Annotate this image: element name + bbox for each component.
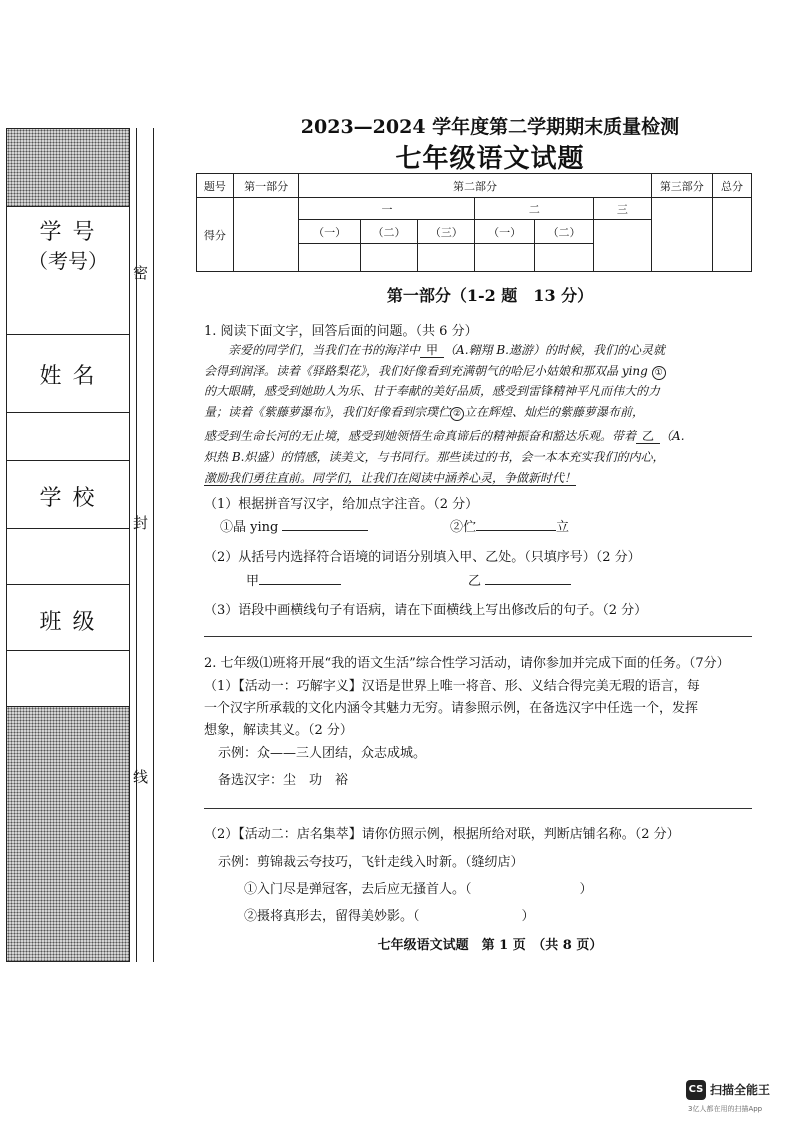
q1-p4a: 量；读着《紫藤萝瀑布》，我们好像看到宗璞伫 bbox=[204, 405, 451, 419]
blank-jia: 甲 bbox=[420, 343, 444, 358]
paren-close-1: ） bbox=[579, 882, 593, 897]
q1-passage-line3: 的大眼睛，感受到她助人为乐、甘于奉献的美好品质，感受到雷锋精神平凡而伟大的力 bbox=[204, 384, 661, 398]
student-id-label: 学 号 bbox=[39, 220, 97, 245]
exam-number-label: （考号） bbox=[28, 249, 108, 273]
q1-passage-line2 bbox=[204, 362, 752, 380]
school-cell bbox=[7, 461, 129, 529]
q2-a2-item1-text: ①入门尽是弹冠客，去后应无搔首人。（ bbox=[244, 882, 472, 897]
q1-stem: 1. 阅读下面文字，回答后面的问题。（共 6 分） bbox=[204, 324, 478, 339]
class-label: 班 级 bbox=[39, 610, 97, 635]
q1-sub1-b bbox=[450, 516, 569, 535]
q1-sub1-a-label: ①晶 ying bbox=[220, 520, 279, 535]
score-part3-cell[interactable] bbox=[651, 198, 712, 272]
q2-a1-line3: 想象，解读其义。（2 分） bbox=[204, 723, 353, 738]
score-cell-5[interactable] bbox=[534, 244, 593, 272]
q1-passage-line7 bbox=[204, 469, 752, 486]
sub-one-2: （二） bbox=[360, 220, 417, 244]
q1-sub3: （3）语段中画横线句子有语病，请在下面横线上写出修改后的句子。（2 分） bbox=[204, 603, 648, 618]
score-cell-4[interactable] bbox=[475, 244, 534, 272]
q1-sub1-b-label: ②伫 bbox=[450, 520, 477, 535]
q1-p7-underlined: 激励我们勇往直前。同学们，让我们在阅读中涵养心灵，争做新时代！ bbox=[204, 471, 577, 485]
q2-stem: 2. 七年级⑴班将开展“我的语文生活”综合性学习活动，请你参加并完成下面的任务。（7分） bbox=[204, 656, 730, 671]
paren-close-2: ） bbox=[521, 909, 535, 924]
sub-two-2: （二） bbox=[534, 220, 593, 244]
sub-two-1: （一） bbox=[475, 220, 534, 244]
q2-a2-item2-text: ②摄将真形去，留得美妙影。（ bbox=[244, 909, 420, 924]
header-part2: 第二部分 bbox=[299, 174, 651, 198]
answer-blank-yi[interactable] bbox=[485, 572, 571, 585]
q1-sub2: （2）从括号内选择符合语境的词语分别填入甲、乙处。（只填序号）（2 分） bbox=[204, 550, 641, 565]
q1-sub1: （1）根据拼音写汉字，给加点字注音。（2 分） bbox=[204, 497, 479, 512]
sub-three: 三 bbox=[594, 198, 651, 220]
name-cell bbox=[7, 335, 129, 413]
student-id-write-area[interactable] bbox=[7, 279, 129, 335]
q1-p1b: （A.翱翔 B.遨游）的时候，我们的心灵就 bbox=[444, 343, 665, 357]
q1-passage-line4 bbox=[204, 403, 752, 421]
score-sub-three-cell[interactable] bbox=[594, 220, 651, 272]
school-label: 学 校 bbox=[39, 486, 97, 511]
header-tihao: 题号 bbox=[197, 174, 234, 198]
seal-char-feng: 封 bbox=[133, 514, 149, 532]
school-write-area[interactable] bbox=[7, 529, 129, 585]
name-write-area[interactable] bbox=[7, 413, 129, 461]
blank-yi: 乙 bbox=[636, 429, 660, 444]
row-score-label: 得分 bbox=[197, 198, 234, 272]
exam-title: 2023—2024 学年度第二学期期末质量检测 bbox=[300, 116, 680, 138]
q2-a2-example: 示例：剪锦裁云夸技巧，飞针走线入时新。（缝纫店） bbox=[218, 855, 524, 870]
seal-char-mi: 密 bbox=[133, 264, 149, 282]
q1-sub2-jia bbox=[246, 570, 341, 589]
score-table bbox=[196, 173, 752, 272]
scanner-tagline: 3亿人都在用的扫描App bbox=[688, 1105, 763, 1113]
score-cell-2[interactable] bbox=[360, 244, 417, 272]
q2-a2-item1 bbox=[244, 878, 593, 897]
score-cell-1[interactable] bbox=[299, 244, 360, 272]
answer-blank-zhu[interactable] bbox=[476, 518, 556, 531]
q1-p4b: 立在辉煌、灿烂的紫藤萝瀑布前， bbox=[464, 405, 645, 419]
score-part1-cell[interactable] bbox=[233, 198, 299, 272]
name-label: 姓 名 bbox=[39, 364, 97, 389]
q1-passage-line5 bbox=[204, 427, 752, 444]
q1-p5b: （A. bbox=[660, 429, 685, 443]
scanner-logo-icon: CS bbox=[686, 1080, 706, 1100]
q1-sub2-yi-label: 乙 bbox=[468, 574, 482, 589]
header-part1: 第一部分 bbox=[233, 174, 299, 198]
answer-blank-ying[interactable] bbox=[282, 518, 368, 531]
q1-sub1-a bbox=[220, 516, 368, 535]
circle-2: ② bbox=[450, 407, 464, 421]
class-write-area[interactable] bbox=[7, 651, 129, 707]
sub-one-3: （三） bbox=[418, 220, 475, 244]
answer-line-q1-sub3[interactable] bbox=[204, 636, 752, 637]
q1-p2: 会得到润泽。读着《驿路梨花》，我们好像看到充满朝气的哈尼小姑娘和那双晶 ying bbox=[204, 364, 648, 378]
sub-one: 一 bbox=[299, 198, 475, 220]
header-total: 总分 bbox=[713, 174, 752, 198]
shaded-block-bottom bbox=[7, 707, 129, 961]
q1-sub2-yi bbox=[468, 570, 571, 589]
answer-blank-jia[interactable] bbox=[259, 572, 341, 585]
q2-a1-line1: （1）【活动一：巧解字义】汉语是世界上唯一将音、形、义结合得完美无瑕的语言，每 bbox=[204, 679, 700, 694]
q2-a2-line1: （2）【活动二：店名集萃】请你仿照示例，根据所给对联，判断店铺名称。（2 分） bbox=[204, 827, 680, 842]
score-cell-3[interactable] bbox=[418, 244, 475, 272]
seal-char-xian: 线 bbox=[133, 768, 149, 786]
q2-a1-options: 备选汉字：尘 功 裕 bbox=[218, 773, 349, 788]
scanner-app-name: 扫描全能王 bbox=[710, 1083, 771, 1097]
q1-passage-line1 bbox=[204, 341, 776, 358]
score-total-cell[interactable] bbox=[713, 198, 752, 272]
answer-line-q2-a1[interactable] bbox=[204, 808, 752, 809]
q1-sub1-b-end: 立 bbox=[556, 520, 570, 535]
q1-p5a: 感受到生命长河的无止境，感受到她领悟生命真谛后的精神振奋和豁达乐观。带着 bbox=[204, 429, 637, 443]
q1-p1a: 亲爱的同学们，当我们在书的海洋中 bbox=[228, 343, 421, 357]
q1-sub2-jia-label: 甲 bbox=[246, 574, 260, 589]
class-cell bbox=[7, 585, 129, 651]
q2-a2-item2 bbox=[244, 905, 535, 924]
shaded-block-top bbox=[7, 129, 129, 207]
section1-heading: 第一部分（1-2 题 13 分） bbox=[386, 286, 594, 305]
q2-a1-line2: 一个汉字所承载的文化内涵令其魅力无穷。请参照示例，在备选汉字中任选一个，发挥 bbox=[204, 701, 699, 716]
page-footer: 七年级语文试题 第 1 页 （共 8 页） bbox=[377, 938, 603, 953]
paper-title: 七年级语文试题 bbox=[395, 144, 585, 174]
q2-a1-example: 示例：众——三人团结，众志成城。 bbox=[218, 746, 427, 761]
sub-one-1: （一） bbox=[299, 220, 360, 244]
seal-line-column bbox=[136, 128, 154, 962]
sub-two: 二 bbox=[475, 198, 594, 220]
circle-1: ① bbox=[652, 366, 666, 380]
header-part3: 第三部分 bbox=[651, 174, 712, 198]
binding-strip bbox=[6, 128, 130, 962]
q1-passage-line6: 炽热 B.炽盛）的情感，读美文，与书同行。那些读过的书，会一本本充实我们的内心， bbox=[204, 450, 665, 464]
